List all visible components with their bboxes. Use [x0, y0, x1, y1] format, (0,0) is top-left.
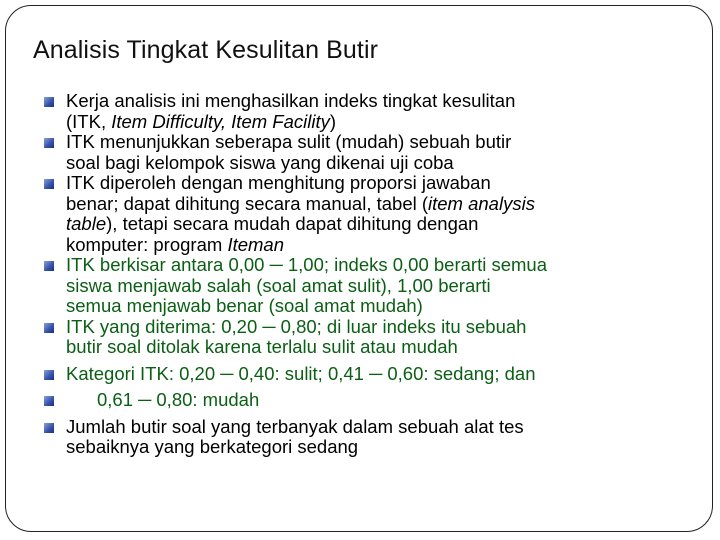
bullet-item	[44, 417, 694, 458]
square-bullet-icon	[44, 396, 54, 406]
bullet-list	[44, 91, 694, 458]
bullet-text: ITK diperoleh dengan menghitung proporsi jawaban	[66, 172, 491, 193]
square-bullet-icon	[44, 138, 54, 148]
bullet-item	[44, 173, 694, 255]
square-bullet-icon	[44, 261, 54, 271]
square-bullet-icon	[44, 370, 54, 380]
bullet-text: komputer: program Iteman	[66, 233, 284, 255]
bullet-text: Kerja analisis ini menghasilkan indeks tingkat kesulitan	[66, 90, 516, 111]
square-bullet-icon	[44, 179, 54, 189]
bullet-text: table), tetapi secara mudah dapat dihitung dengan	[66, 213, 479, 234]
bullet-text: semua menjawab benar (soal amat mudah)	[66, 295, 423, 316]
bullet-text: siswa menjawab salah (soal amat sulit), 1,00 berarti	[66, 274, 491, 296]
bullet-text: butir soal ditolak karena terlalu sulit atau mudah	[66, 336, 458, 357]
bullet-text: benar; dapat dihitung secara manual, tabel (item analysis	[66, 192, 535, 214]
square-bullet-icon	[44, 423, 54, 433]
bullet-text: ITK menunjukkan seberapa sulit (mudah) sebuah butir	[66, 131, 512, 152]
square-bullet-icon	[44, 323, 54, 333]
slide-title: Analisis Tingkat Kesulitan Butir	[33, 36, 379, 64]
bullet-text: ITK yang diterima: 0,20 ─ 0,80; di luar indeks itu sebuah	[66, 315, 527, 337]
bullet-item	[44, 132, 694, 173]
bullet-item	[44, 255, 694, 317]
square-bullet-icon	[44, 97, 54, 107]
bullet-text: 0,61 ─ 0,80: mudah	[97, 389, 260, 410]
bullet-item	[44, 91, 694, 132]
bullet-text: (ITK, Item Difficulty, Item Facility)	[66, 110, 337, 132]
bullet-item	[44, 390, 694, 411]
bullet-text: Jumlah butir soal yang terbanyak dalam sebuah alat tes	[66, 415, 524, 437]
bullet-item	[44, 317, 694, 358]
bullet-text: sebaiknya yang berkategori sedang	[66, 436, 359, 457]
bullet-text: ITK berkisar antara 0,00 ─ 1,00; indeks 0,00 berarti semua	[66, 254, 547, 275]
bullet-item	[44, 364, 694, 385]
bullet-text: Kategori ITK: 0,20 ─ 0,40: sulit; 0,41 ─ 0,60: sedang; dan	[66, 362, 536, 384]
bullet-text: soal bagi kelompok siswa yang dikenai uji coba	[66, 151, 454, 173]
